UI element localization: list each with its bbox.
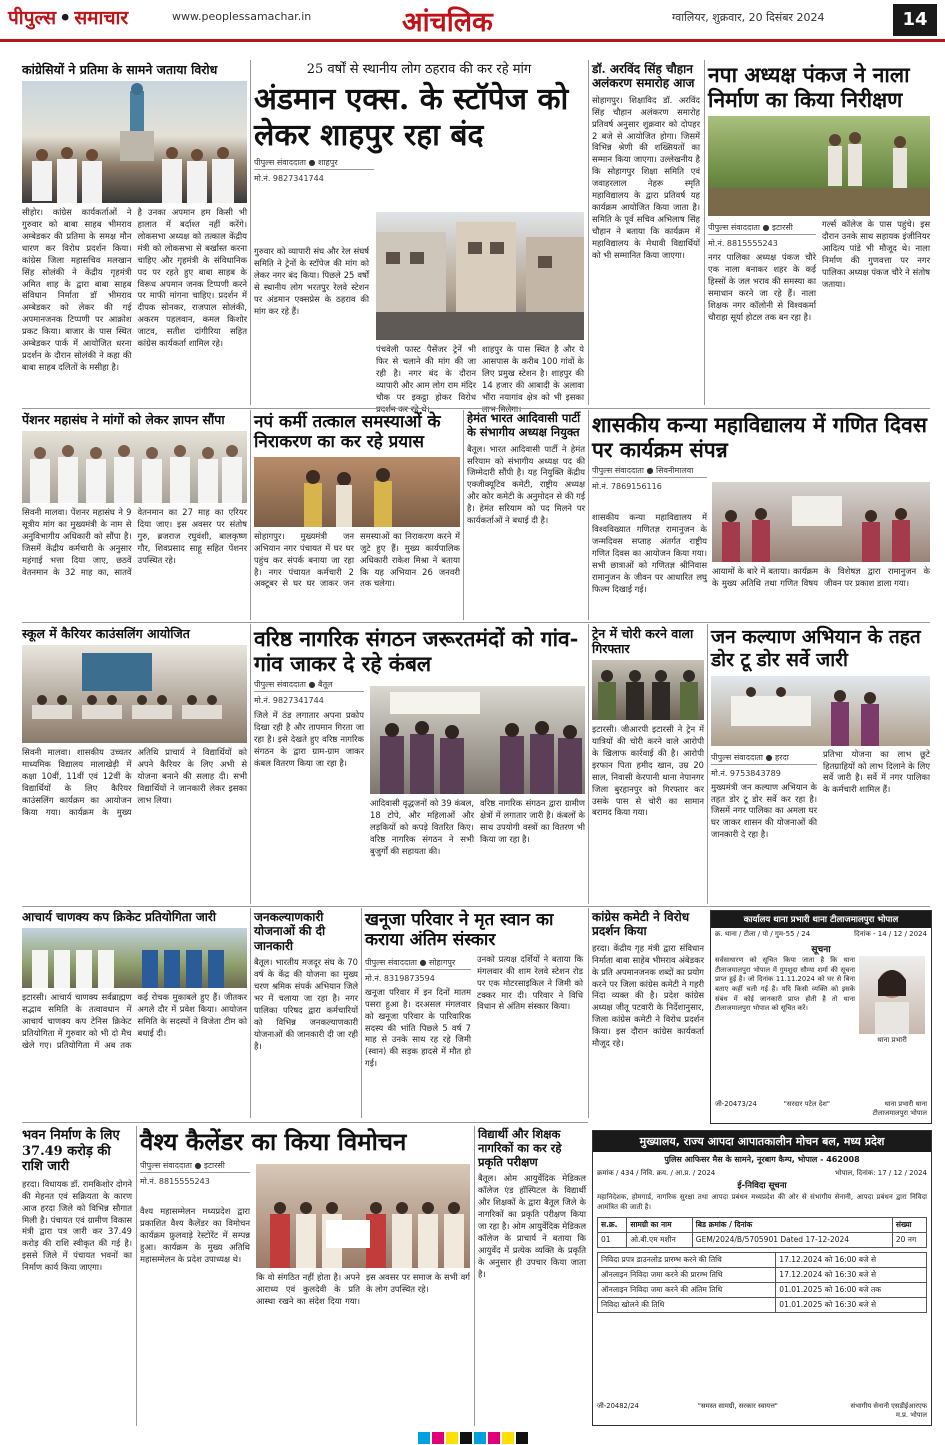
- article-blanket-distribution: वरिष्ठ नागरिक संगठन जरूरतमंदों को गांव-गांव जाकर दे रहे कंबल पीपुल्स संवाददाता ● बैतूल मो.नं. 9827341744 जिले में ठंड लगातार अपना प्रकोप दिखा रही है और तापमान गिरता जा रहा है। इसे देखते हुए वरिष्ठ नागरिक संगठन के द्वारा ग्राम-ग्राम जाकर कंबल वितरण किया जा रहा है। आदिवासी वृद्धजनों को 39 कंबल, 18 टोपे, और महिलाओं और लड़कियों को कपड़े वितरित किए। वरिष्ठ नागरिक संगठन ने सभी बुजुर्गों की सहायता की। वरिष्ठ नागरिक संगठन द्वारा ग्रामीण क्षेत्रों में लगातार जारी है। कंबलों के साथ उपयोगी वस्त्रों का वितरण भी किया जा रहा है।: [254, 626, 585, 856]
- row-rule: [22, 408, 930, 409]
- section-title: आंचलिक: [402, 7, 493, 38]
- column-rule: [361, 908, 362, 1118]
- article-andaman-express: 25 वर्षों से स्थानीय लोग ठहराव की कर रहे मांग अंडमान एक्स. के स्टॉपेज को लेकर शाहपुर रहा बंद पीपुल्स संवाददाता ● शाहपुर मो.नं. 9827341744 गुरुवार को व्यापारी संघ और रेल संघर्ष समिति ने ट्रेनों के स्टॉपेज की मांग को लेकर नगर बंद किया। पिछले 25 वर्षों से स्थानीय लोग भरतपुर रेलवे स्टेशन पर अंडमान एक्सप्रेस के ठहराव की मांग कर रहे हैं। पंचवेली फास्ट पैसेंजर ट्रेनें भी फिर से चलाने की मांग की जा रही है। नगर बंद के दौरान व्यापारी और आम लोग राम मंदिर चौक पर इकट्ठा होकर विरोध शाहपुर के पास स्थित है और ये आसपास के करीब 100 गांवों के लिए प्रमुख स्टेशन है। शाहपुर की 14 हजार की आबादी के अलावा भौंरा नयागांव क्षेत्र को भी इसका: [254, 62, 584, 402]
- column-rule: [588, 624, 589, 904]
- article-welfare-schemes: जनकल्याणकारी योजनाओं की दी जानकारी बैतूल। भारतीय मजदूर संघ के 70 वर्ष के केंद्र की योजना का मुख्य चरण श्रमिक संपर्क अभियान जिले भर में चलाया जा रहा है। नगर पालिका परिषद द्वारा कर्मचारियों को विभिन्न जनकल्याणकारी योजनाओं की जानकारी दी जा रही है।: [254, 910, 358, 1051]
- mobile-number: मो.नं. 9827341744: [254, 173, 324, 183]
- students-photo: [712, 482, 930, 562]
- masthead: [0, 0, 945, 42]
- classroom-photo: [22, 645, 247, 743]
- mobile-number: मो.नं. 9827341744: [254, 696, 324, 706]
- article-congress-committee: कांग्रेस कमेटी ने विरोध प्रदर्शन किया हरदा। केंद्रीय गृह मंत्री द्वारा संविधान निर्माता बाबा साहेब भीमराव अंबेडकर के प्रति अपमानजनक शब्दों का प्रयोग करने पर जिला कांग्रेस कमेटी ने गहरी निंदा व्यक्त की है। प्रदेश कांग्रेस अध्यक्ष जीतू पटवारी के निर्देशानुसार, जिला कांग्रेस कमेटी ने विरोध प्रदर्शन किया। इस दौरान कांग्रेस कार्यकर्ता मौजूद रहे।: [592, 910, 704, 1049]
- photo-illustration: [22, 81, 247, 203]
- photo-illustration: [254, 457, 460, 527]
- photo-illustration: [708, 116, 930, 216]
- article-headline: वैश्य कैलेंडर का किया विमोचन: [140, 1127, 407, 1156]
- inspection-photo: [708, 116, 930, 216]
- byline: पीपुल्स संवाददाता ● इटारसी: [140, 1159, 250, 1173]
- market-photo: [376, 212, 584, 340]
- column-rule: [250, 908, 251, 1118]
- column-rule: [588, 60, 589, 405]
- article-math-day: शासकीय कन्या महाविद्यालय में गणित दिवस पर कार्यक्रम संपन्न पीपुल्स संवाददाता ● सिवनीमालवा मो.नं. 7869156116 शासकीय कन्या महाविद्यालय में विश्वविख्यात गणितज्ञ रामानुजन के जन्मदिवस सप्ताह अंतर्गत राष्ट्रीय गणित दिवस का आयोजन किया गया। सभी छात्राओं को गणितज्ञ श्रीनिवास रामानुजन के जीवन पर आधारित लघु फिल्म दिखाई गई। आयामों के बारे में बताया। कार्यक्रम के मुख्य अतिथि तथा गणित विषय के विशेषज्ञ द्वारा रामानुजन के जीवन पर प्रकाश डाला गया।: [592, 412, 930, 594]
- photo-illustration: [376, 212, 584, 340]
- article-congress-protest: कांग्रेसियों ने प्रतिमा के सामने जताया विरोध सीहोर। कांग्रेस कार्यकर्ताओं ने गुरुवार को बाबा साहब भीमराव अम्बेडकर की प्रतिमा के समक्ष मौन धारण कर विरोध प्रदर्शन किया। कांग्रेस जिला महासचिव मलखान सिंह सोलंकी ने केंद्रीय गृहमंत्री अमित शाह के द्वारा बाबा साहब संविधान निर्माता डॉ भीमराव अम्बेडकर को लेकर की गई अपमानजनक टिप्पणी पर आक्रोश प्रकट किया। बाजार के पास स्थित अम्बेडकर पार्क में आयोजित धरना प्रदर्शन के दौरान सोलंकी ने कहा की बाबा साहब दलितों के मसीहा है। है उनका अपमान हम किसी भी हालात में बर्दाश्त नहीं करेंगे। लोकसभा अध्यक्ष को तत्काल केंद्रीय मंत्री को लोकसभा से बर्खास्त करना चाहिए और गृहमंत्री के संविधानिक पद पर रहते हुए बाबा साहब के विरूध अपमान जनक टिप्पणी करने पर माफी मांगना चाहिए। प्रदर्शन में दीपक सोनकर, राजपाल सोलंकी, अकरम पहलवान, कमल किशोर जाटव, सतीश दांगीरिया सहित कांग्रेस कार्यकर्ता शामिल रहे।: [22, 62, 247, 372]
- article-headline: भवन निर्माण के लिए 37.49 करोड़ की राशि जारी: [22, 1128, 120, 1175]
- byline: पीपुल्स संवाददाता ● बैतूल: [254, 678, 364, 692]
- mobile-number: मो.नं. 7869156116: [592, 482, 662, 492]
- photo-illustration: [22, 431, 247, 503]
- column-rule: [136, 1126, 137, 1426]
- byline: पीपुल्स संवाददाता ● सोहागपुर: [365, 956, 471, 970]
- ad-subhead: ई-निविदा सूचना: [737, 1181, 787, 1191]
- article-headline: वरिष्ठ नागरिक संगठन जरूरतमंदों को गांव-गांव जाकर दे रहे कंबल: [254, 626, 579, 677]
- article-cricket-tournament: आचार्य चाणक्य कप क्रिकेट प्रतियोगिता जारी इटारसी। आचार्य चाणक्य सर्वब्राह्मण सद्भाव समिति के तत्वावधान में आचार्य चाणक्य कप टेनिस क्रिकेट प्रतियोगिता में गुरुवार को भी दो मैच खेले गए। प्रतियोगिता में अब तक कई रोचक मुकाबले हुए हैं। जीतकर अगले दौर में प्रवेश किया। आयोजन समिति के सदस्यों ने विजेता टीम को बधाई दी।: [22, 910, 247, 1051]
- article-career-counselling: स्कूल में कैरियर काउंसलिंग आयोजित सिवनी मालवा। शासकीय उच्चतर माध्यमिक विद्यालय मालाखेड़ी में कक्षा 10वीं, 11वीं एवं 12वीं के विद्यार्थियों के लिए कैरियर काउंसलिंग कार्यक्रम का आयोजन किया गया। कार्यक्रम के मुख्य अतिथि प्राचार्य ने विद्यार्थियों को अपने कैरियर के लिए अभी से योजना बनाने की सलाह दी। सभी विद्यार्थियों ने जानकारी लेकर इसका लाभ लिया।: [22, 626, 247, 817]
- blanket-photo: [370, 686, 585, 794]
- article-headline: डॉ. अरविंद सिंह चौहान अलंकरण समारोह आज: [592, 62, 695, 91]
- employees-photo: [254, 457, 460, 527]
- article-kicker: 25 वर्षों से स्थानीय लोग ठहराव की कर रहे मांग: [306, 62, 532, 77]
- column-rule: [474, 1126, 475, 1426]
- table-row: ऑनलाइन निविदा जमा करने की अंतिम तिथि 01.01.2025 को 16:00 बजे तक: [598, 1282, 927, 1297]
- cricket-photo: [22, 928, 247, 988]
- article-headline: आचार्य चाणक्य कप क्रिकेट प्रतियोगिता जारी: [22, 910, 216, 924]
- byline: पीपुल्स संवाददाता ● हरदा: [711, 751, 817, 765]
- row-rule: [22, 622, 930, 623]
- table-row: निविदा प्रपत्र डाउनलोड प्रारम्भ करने की तिथि 17.12.2024 को 16:00 बजे से: [598, 1252, 927, 1267]
- article-alankaran-samaroh: डॉ. अरविंद सिंह चौहान अलंकरण समारोह आज सोहागपुर। शिक्षाविद डॉ. अरविंद सिंह चौहान अलंकरण समारोह प्रतिवर्ष अनुसार शुक्रवार को दोपहर 2 बजे से आयोजित होगा। जिसमें विभिन्न श्रेणी की शख्सियतों का सम्मान किया जाएगा। उल्लेखनीय है कि सोहागपुर शिक्षा समिति एवं जवाहरलाल नेहरू स्मृति महाविद्यालय के द्वारा प्रतिवर्ष यह कार्यक्रम आयोजित किया जाता है। समिति के पूर्व सचिव अभिलाष सिंह चौहान ने बताया कि कार्यक्रम में महाविद्यालय के मेधावी विद्यार्थियों को भी सम्मानित किया जाएगा।: [592, 62, 700, 260]
- arrest-photo: [592, 660, 704, 720]
- article-door-to-door-survey: जन कल्याण अभियान के तहत डोर टू डोर सर्वे जारी पीपुल्स संवाददाता ● हरदा मो.नं. 9753843789 मुख्यमंत्री जन कल्याण अभियान के तहत डोर टू डोर सर्वे कर रहा है। जिसमें नगर पालिका का अमला घर घर जाकर शासन की योजनाओं की जानकारी दे रहा है। प्रतिभा योजना का लाभ छूटे हितग्राहियों को लाभ दिलाने के लिए सर्वे जारी है। सर्वे में नगर पालिका के कर्मचारी शामिल हैं।: [711, 626, 930, 840]
- survey-photo: [711, 676, 930, 746]
- article-vaishya-calendar: वैश्य कैलेंडर का किया विमोचन पीपुल्स संवाददाता ● इटारसी मो.नं. 8815555243 वैश्य महासम्मेलन मध्यप्रदेश द्वारा प्रकाशित वैश्य कैलेंडर का विमोचन कार्यक्रम फ़ुलवाड़े रेस्टोरेंट में सम्पन्न हुआ। कार्यक्रम के मुख्य अतिथि महासम्मेलन के प्रदेश उपाध्यक्ष थे। कि वो संगठित नहीं होता है। अपने आराध्य एवं कुलदेवी के प्रति आस्था रखने का संदेश दिया गया। इस अवसर पर समाज के सभी वर्ग के लोग उपस्थित रहे।: [140, 1127, 470, 1306]
- ad-subhead: सूचना: [811, 945, 831, 955]
- column-rule: [588, 908, 589, 1118]
- photo-illustration: [22, 928, 247, 988]
- article-headline: जनकल्याणकारी योजनाओं की दी जानकारी: [254, 910, 326, 953]
- mobile-number: मो.नं. 8815555243: [140, 1176, 210, 1186]
- column-rule: [704, 60, 705, 405]
- mobile-number: मो.नं. 9753843789: [711, 768, 781, 778]
- article-headline: स्कूल में कैरियर काउंसलिंग आयोजित: [22, 626, 190, 641]
- pensioners-photo: [22, 431, 247, 503]
- website-url[interactable]: www.peoplessamachar.in: [172, 10, 312, 23]
- byline: पीपुल्स संवाददाता ● शाहपुर: [254, 156, 374, 170]
- photo-illustration: [256, 1164, 470, 1268]
- article-headline: खनूजा परिवार ने मृत स्वान का कराया अंतिम संस्कार: [365, 910, 554, 951]
- article-headline: अंडमान एक्स. के स्टॉपेज को लेकर शाहपुर रहा बंद: [254, 81, 569, 153]
- column-rule: [588, 410, 589, 620]
- article-hemant-appointed: हेमंत भारत आदिवासी पार्टी के संभागीय अध्यक्ष नियुक्त बैतूल। भारत आदिवासी पार्टी ने हेमंत सरियाम को संभागीय अध्यक्ष पद की जिम्मेदारी सौंपी है। यह नियुक्ति केंद्रीय एक्जीक्यूटिव कमेटी, राष्ट्रीय अध्यक्ष और कोर कमेटी के अनुमोदन से की गई है। हेमंत सरियाम को पद मिलने पर कार्यकर्ताओं ने बधाई दी है।: [467, 411, 585, 526]
- article-headline: विद्यार्थी और शिक्षक नागरिकों का कर रहे प्रकृति परीक्षण: [478, 1127, 562, 1169]
- protest-photo: [22, 81, 247, 203]
- table-row: 01 ओ.बी.एम मशीन GEM/2024/B/5705901 Dated 17-12-2024 20 नग: [598, 1232, 927, 1247]
- article-napa-employees: नपं कर्मी तत्काल समस्याओं के निराकरण का कर रहे प्रयास सोहागपुर। मुख्यमंत्री जन अभियान नगर पंचायत में घर घर पहुंच कर संपर्क बनाया जा रहा है। नगर पंचायत कर्मचारी 2 अक्टूबर से घर घर जाकर जन समस्याओं का निराकरण करने में जुटे हुए हैं। मुख्य कार्यपालिक अधिकारी राकेश मिश्रा ने बताया कि यह अभियान 26 जनवरी तक चलेगा।: [254, 412, 460, 589]
- ad-header: कार्यालय थाना प्रभारी थाना टीलाजमालपुरा भोपाल: [711, 911, 931, 928]
- photo-illustration: [711, 676, 930, 746]
- article-headline: नपा अध्यक्ष पंकज ने नाला निर्माण का किया निरीक्षण: [708, 62, 910, 113]
- tender-table: स.क्र. सामग्री का नाम बिड क्रमांक / दिनांक संख्या 01 ओ.बी.एम मशीन GEM/2024/B/5705901 Dated 17-12-2024 20 नग: [597, 1217, 927, 1248]
- article-prakriti-test: विद्यार्थी और शिक्षक नागरिकों का कर रहे प्रकृति परीक्षण बैतूल। ओम आयुर्वेदिक मेडिकल कॉलेज एंड हॉस्पिटल के विद्यार्थी और शिक्षकों के द्वारा बैतूल जिले के नागरिकों का प्रकृति परीक्षण किया जा रहा है। ओम आयुर्वेदिक मेडिकल कॉलेज के प्राचार्य ने बताया कि आयुर्वेद में प्रत्येक व्यक्ति के प्रकृति के अनुसार ही उपचार किया जाता है।: [478, 1127, 586, 1279]
- byline: पीपुल्स संवाददाता ● इटारसी: [708, 221, 816, 235]
- mobile-number: मो.नं. 8319873594: [365, 973, 435, 983]
- article-headline: जन कल्याण अभियान के तहत डोर टू डोर सर्वे जारी: [711, 626, 921, 671]
- photo-illustration: [712, 482, 930, 562]
- column-rule: [250, 624, 251, 904]
- article-headline: कांग्रेस कमेटी ने विरोध प्रदर्शन किया: [592, 910, 690, 939]
- column-rule: [463, 410, 464, 620]
- row-rule: [22, 906, 930, 907]
- print-color-bars: [0, 1431, 945, 1445]
- article-headline: हेमंत भारत आदिवासी पार्टी के संभागीय अध्यक्ष नियुक्त: [467, 411, 581, 439]
- byline: पीपुल्स संवाददाता ● सिवनीमालवा: [592, 464, 707, 478]
- table-row: निविदा खोलने की तिथि 01.01.2025 को 16:30 बजे से: [598, 1297, 927, 1312]
- column-rule: [250, 60, 251, 405]
- tender-notice-ad: मुख्यालय, राज्य आपदा आपातकालीन मोचन बल, मध्य प्रदेश पुलिस आफिसर मैस के सामने, नूरबाग कैम्प, भोपाल - 462008 क्रमांक / 434 / निवि. क्रय. / आ.प्र. / 2024 भोपाल, दिनांक: 17 / 12 / 2024 ई-निविदा सूचना महानिदेशक, होमगार्ड, नागरिक सुरक्षा तथा आपदा प्रबंधन मध्यप्रदेश की ओर से संभागीय सेनानी, आपदा प्रबंधन द्वारा निविदा आमंत्रित की जाती है। स.क्र. सामग्री का नाम बिड क्रमांक / दिनांक संख्या 01 ओ.बी.एम मशीन GEM/2024/B/5705901 Dated 17-12-2024 20 नग निविदा प्रपत्र डाउनलोड प्रारम्भ करने की तिथि 17.12.2024 को 16:00 बजे से ऑनलाइन निविदा जमा करने की प्रारम्भ तिथि 17.12.2024 को 16:30 बजे से ऑनलाइन निविदा जमा करने की अंतिम तिथि 01.01.2025 को 16:00 बजे तक निविदा खोलने की तिथि 01.01.2025 को 16:30 बजे से जी-20482/24 "समस्त सामग्री, सरकार स्वायत्त" संभागीय सेनानी एसडीईआरएफ म.प्र. भोपाल: [592, 1130, 932, 1426]
- article-pensioner-memorandum: पेंशनर महासंघ ने मांगों को लेकर ज्ञापन सौंपा सिवनी मालवा। पेंशनर महासंघ ने 9 सूत्रीय मांग का मुख्यमंत्री के नाम से अनुविभागीय अधिकारी को सौंपा है। जिसमें केंद्रीय कर्मचारी के अनुसार महंगाई भत्ता दिया जाए, छठवें वेतनमान के 32 माह का, सातवें वेतनमान का 27 माह का एरियर दिया जाए। इस अवसर पर संतोष गुरु, ब्रजराज रघुवंशी, बालकृष्ण गौर, शिवप्रसाद साहू सहित पेंशनर उपस्थित रहे।: [22, 412, 247, 577]
- photo-illustration: [370, 686, 585, 794]
- article-dog-funeral: खनूजा परिवार ने मृत स्वान का कराया अंतिम संस्कार पीपुल्स संवाददाता ● सोहागपुर मो.नं. 8319873594 खनूजा परिवार में इन दिनों मातम पसरा हुआ है। दरअसल मंगलवार को खनूजा परिवार के पारिवारिक सदस्य की भांति पिछले 5 वर्ष 7 माह से उनके साथ रह रहे जिमी (स्वान) की सड़क हादसे में मौत हो गई। उनको प्रत्यक्ष दर्शियों ने बताया कि मंगलवार की शाम रेलवे स्टेशन रोड पर एक मोटरसाइकिल ने जिमी को टक्कर मार दी। परिवार ने विधि विधान से अंतिम संस्कार किया।: [365, 910, 583, 1069]
- column-rule: [707, 624, 708, 904]
- issue-date: ग्वालियर, शुक्रवार, 20 दिसंबर 2024: [672, 11, 825, 24]
- page-number: 14: [893, 4, 937, 36]
- table-row: ऑनलाइन निविदा जमा करने की प्रारम्भ तिथि 17.12.2024 को 16:30 बजे से: [598, 1267, 927, 1282]
- newspaper-logo: पीपुल्स • समाचार: [8, 7, 129, 29]
- article-headline: शासकीय कन्या महाविद्यालय में गणित दिवस पर कार्यक्रम संपन्न: [592, 412, 927, 463]
- photo-illustration: [592, 660, 704, 720]
- article-headline: ट्रेन में चोरी करने वाला गिरफ्तार: [592, 626, 694, 656]
- article-headline: पेंशनर महासंघ ने मांगों को लेकर ज्ञापन सौंपा: [22, 412, 225, 427]
- article-building-fund: भवन निर्माण के लिए 37.49 करोड़ की राशि जारी हरदा। विधायक डॉ. रामकिशोर दोगने की मेहनत एवं सक्रियता के कारण आज हरदा जिले को विभिन्न सौगात मिली है। पंचायत एवं ग्रामीण विकास मंत्री द्वारा पत्र जारी कर 37.49 करोड़ की राशि स्वीकृत की गई है। इससे जिले में पंचायत भवनों का निर्माण कार्य किया जाएगा।: [22, 1128, 132, 1273]
- calendar-photo: [256, 1164, 470, 1268]
- article-headline: नपं कर्मी तत्काल समस्याओं के निराकरण का कर रहे प्रयास: [254, 412, 441, 453]
- article-headline: कांग्रेसियों ने प्रतिमा के सामने जताया विरोध: [22, 62, 218, 77]
- ad-header: मुख्यालय, राज्य आपदा आपातकालीन मोचन बल, मध्य प्रदेश: [593, 1131, 931, 1152]
- article-train-thief: ट्रेन में चोरी करने वाला गिरफ्तार इटारसी। जीआरपी इटारसी ने ट्रेन में यात्रियों की चोरी करने वाले आरोपी के खिलाफ कार्रवाई की है। आरोपी इरफान पिता हमीद खान, उम्र 20 साल, निवासी केरपानी थाना नेपानगर जिला बुरहानपुर को गिरफ्तार कर उसके पास से चोरी का सामान बरामद किया गया।: [592, 626, 704, 818]
- column-rule: [250, 410, 251, 620]
- mobile-number: मो.नं. 8815555243: [708, 239, 778, 249]
- police-notice-ad: कार्यालय थाना प्रभारी थाना टीलाजमालपुरा भोपाल क्र. थाना / टीला / पो / गुम-55 / 24 दिनांक - 14 / 12 / 2024 सूचना सर्वसाधारण को सूचित किया जाता है कि थाना टीलाजमालपुरा भोपाल में गुमशुदा सौम्या शर्मा की सूचना प्राप्त हुई है। जो दिनांक 11.11.2024 को घर से बिना बताए कहीं चली गई है। यदि किसी व्यक्ति को इसके संबंध में कोई जानकारी प्राप्त होती है तो थाना टीलाजमालपुरा भोपाल को सूचित करें। थाना प्रभारी जी-20473/24 "सरदार पटेल देश" थाना प्रभारी थाना टीलाजमालपुरा भोपाल: [710, 910, 932, 1124]
- tender-dates-table: [597, 1252, 927, 1313]
- article-nala-inspection: नपा अध्यक्ष पंकज ने नाला निर्माण का किया निरीक्षण पीपुल्स संवाददाता ● इटारसी मो.नं. 8815555243 नगर पालिका अध्यक्ष पंकज चौरे एक नाला बनाकर शहर के कई हिस्सों के जल भराव की समस्या का समाधान करने जा रहे हैं। नाला शिक्षक नगर कॉलोनी से विश्वकर्मा चौराहा सूर्या होटल तक बन रहा है। गर्ल्स कॉलेज के पास पहुंचे। इस दौरान उनके साथ सहायक इंजीनियर आदित्य पांडे भी मौजूद थे। नाला निर्माण की गुणवत्ता पर नगर पालिका अध्यक्ष पंकज चौरे ने संतोष जताया।: [708, 62, 930, 322]
- photo-illustration: [22, 645, 247, 743]
- missing-person-photo: [859, 956, 925, 1034]
- photo-illustration: [859, 956, 925, 1034]
- row-rule: [22, 1122, 588, 1123]
